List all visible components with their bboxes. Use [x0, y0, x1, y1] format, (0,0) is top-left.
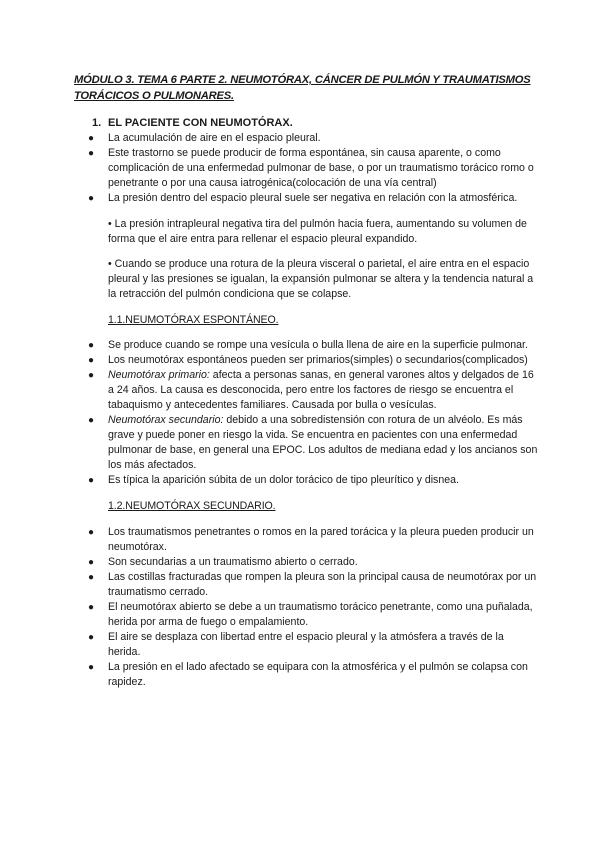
list-item-text: afecta a personas sanas, en general varones altos y delgados de 16 a 24 años. La causa es desconocida, pero entre los factores de riesgo se encuentra el tabaquismo y antecedentes familiares. Causada por bulla o vesículas. — [108, 369, 534, 412]
bullet-icon: ● — [88, 355, 95, 367]
bullet-icon: ● — [88, 601, 95, 613]
sub-paragraph: • La presión intrapleural negativa tira del pulmón hacia fuera, aumentando su volumen de forma que el aire entra para rellenar el espacio pleural expandido. — [108, 217, 527, 245]
bullet-icon: ● — [88, 631, 95, 643]
bullet-icon: ● — [88, 148, 95, 159]
list-item-text: El aire se desplaza con libertad entre el espacio pleural y la atmósfera a través de la herida. — [108, 630, 504, 658]
list-item — [88, 338, 538, 353]
list-item-text: La acumulación de aire en el espacio pleural. — [108, 132, 321, 144]
document-body — [88, 131, 538, 690]
subsection-heading-spontaneous: 1.1.NEUMOTÓRAX ESPONTÁNEO. — [108, 313, 279, 326]
list-item — [88, 368, 538, 413]
list-item — [88, 660, 538, 690]
bullet-icon: ● — [88, 571, 95, 583]
list-item — [88, 555, 538, 570]
list-item-text: debido a una sobredistensión con rotura de un alvéolo. Es más grave y puede poner en riesgo la vida. Se encuentra en pacientes con una enfermedad pulmonar de base, en general una EPOC. Los adultos de mediana edad y los ancianos son los más afectados. — [108, 414, 538, 472]
list-item — [88, 473, 538, 488]
list-item — [88, 525, 538, 555]
list-item-text: Los neumotórax espontáneos pueden ser primarios(simples) o secundarios(complicados) — [108, 354, 528, 367]
list-item-text: La presión en el lado afectado se equipara con la atmosférica y el pulmón se colapsa con rapidez. — [108, 660, 528, 688]
list-item-text: Son secundarias a un traumatismo abierto o cerrado. — [108, 555, 358, 568]
bullet-icon: ● — [88, 475, 95, 487]
bullet-icon: ● — [88, 340, 95, 352]
section-heading-text: EL PACIENTE CON NEUMOTÓRAX. — [108, 117, 293, 129]
term-primary: Neumotórax primario: — [108, 369, 210, 382]
bullet-icon: ● — [88, 133, 95, 144]
bullet-icon: ● — [88, 526, 95, 538]
list-item — [88, 191, 538, 206]
list-item — [88, 413, 538, 473]
bullet-icon: ● — [88, 193, 95, 204]
list-item — [88, 353, 538, 368]
subsection-heading-secondary: 1.2.NEUMOTÓRAX SECUNDARIO. — [108, 499, 276, 512]
list-item — [88, 630, 538, 660]
list-item — [88, 131, 538, 146]
list-item-text: La presión dentro del espacio pleural suele ser negativa en relación con la atmosférica. — [108, 192, 518, 204]
list-item — [88, 146, 538, 191]
document-title: MÓDULO 3. TEMA 6 PARTE 2. NEUMOTÓRAX, CÁNCER DE PULMÓN Y TRAUMATISMOS TORÁCICOS O PULMONARES. — [74, 74, 531, 102]
list-item-text: Es típica la aparición súbita de un dolor torácico de tipo pleurítico y disnea. — [108, 474, 459, 487]
bullet-icon: ● — [88, 415, 95, 427]
list-item — [88, 570, 538, 600]
bullet-icon: ● — [88, 370, 95, 382]
list-item-text: Las costillas fracturadas que rompen la pleura son la principal causa de neumotórax por un traumatismo cerrado. — [108, 570, 537, 598]
section-heading — [92, 116, 293, 131]
bullet-icon: ● — [88, 556, 95, 568]
section-number: 1. — [92, 117, 102, 129]
bullet-icon: ● — [88, 661, 95, 673]
list-item-text: Este trastorno se puede producir de forma espontánea, sin causa aparente, o como complicación de una enfermedad pulmonar de base, o por un traumatismo torácico romo o penetrante o por una causa iatrogénica(colocación de una vía central) — [108, 147, 534, 189]
term-secondary: Neumotórax secundario: — [108, 414, 224, 427]
list-item-text: Se produce cuando se rompe una vesícula o bulla llena de aire en la superficie pulmonar. — [108, 339, 528, 352]
list-item-text: El neumotórax abierto se debe a un traumatismo torácico penetrante, como una puñalada, herida por arma de fuego o empalamiento. — [108, 600, 533, 628]
list-item-text: Los traumatismos penetrantes o romos en la pared torácica y la pleura pueden producir un neumotórax. — [108, 525, 534, 553]
list-item — [88, 600, 538, 630]
sub-paragraph: • Cuando se produce una rotura de la pleura visceral o parietal, el aire entra en el espacio pleural y las presiones se igualan, la expansión pulmonar se altera y la tendencia natural a la retracción del pulmón condiciona que se colapse. — [108, 258, 534, 301]
